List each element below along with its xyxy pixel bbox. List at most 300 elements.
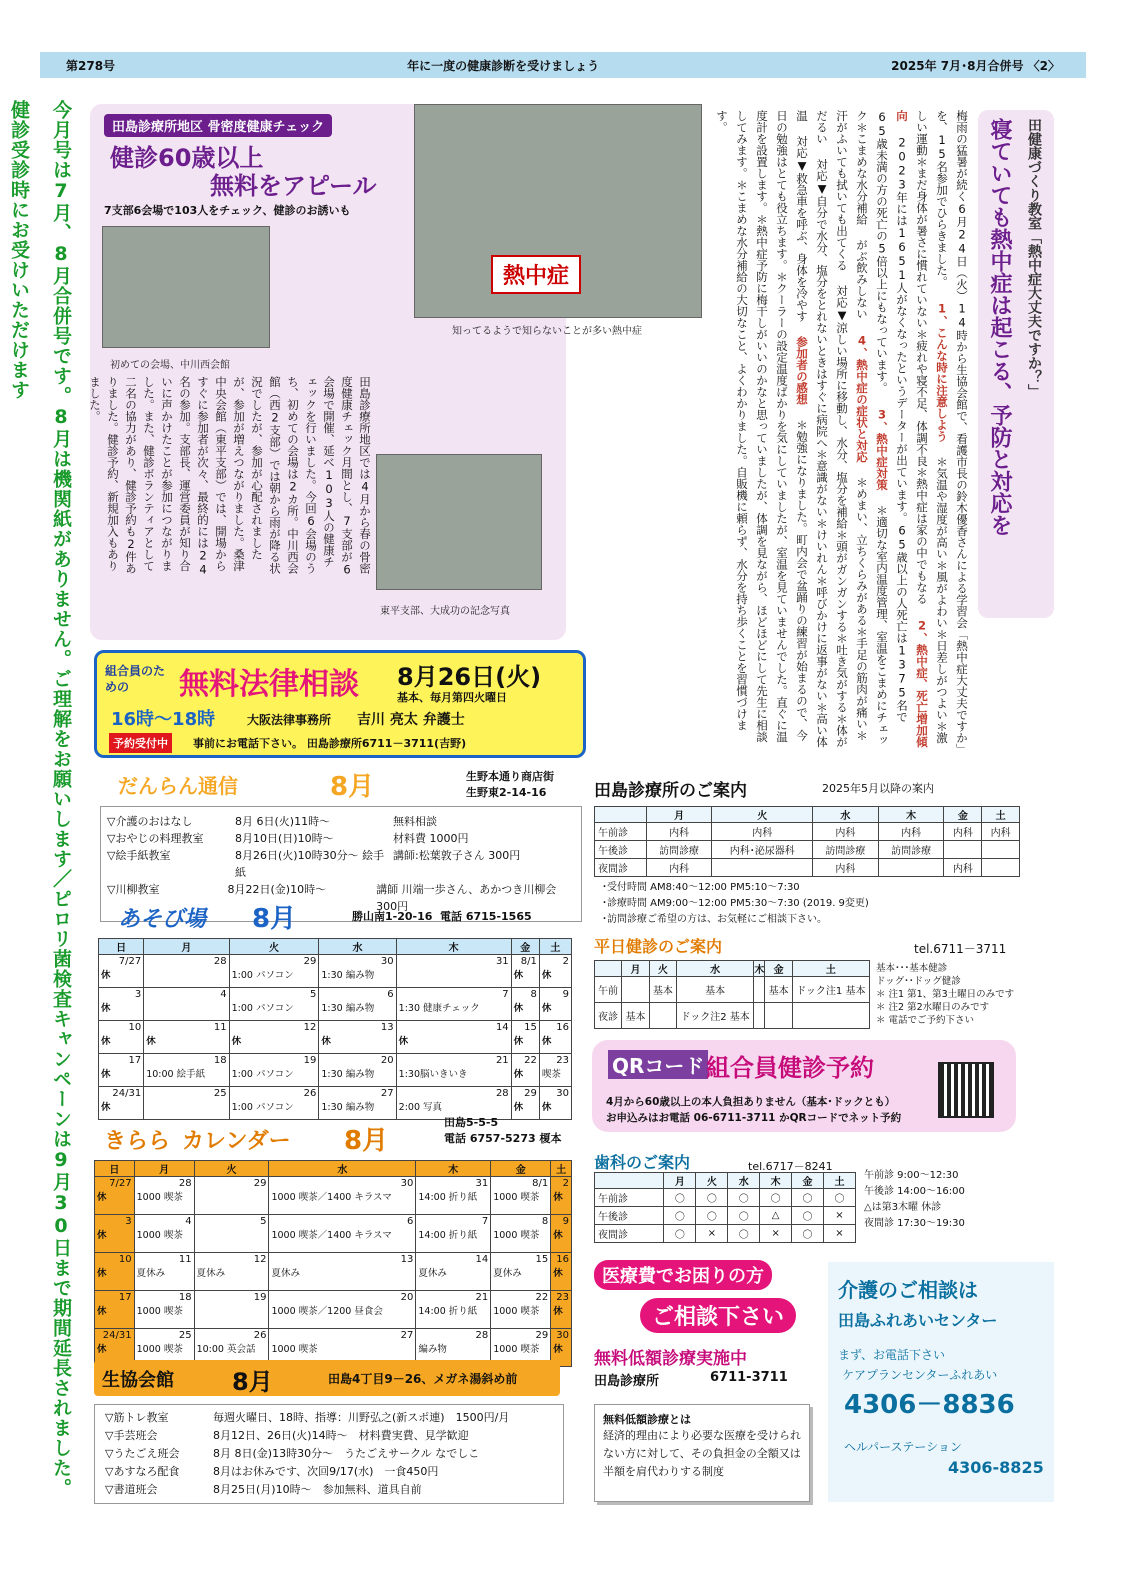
danran-cell: 講師 川端一歩さん、あかつき川柳会300円: [376, 883, 557, 913]
sidebar-notice: 今月号は7月、8月合併号です。8月は機関紙がありません。ご理解をお願いします／ピロリ菌検査キャンペーンは9月30日まで期間延長されました。健診受診時にお受けいただけます: [8, 100, 72, 1498]
legal-note: 基本、毎月第四火曜日: [397, 691, 507, 704]
schedule-day-header: 月: [622, 961, 649, 977]
qr-title1: QRコード: [608, 1050, 708, 1079]
calendar-date: 7/27: [118, 956, 142, 967]
medcost-title1: 医療費でお困りの方: [594, 1260, 772, 1290]
danran-cell: ▽介護のおはなし: [107, 815, 193, 828]
calendar-event: 休: [97, 1192, 107, 1203]
qr-title2: 組合員健診予約: [706, 1054, 874, 1082]
calendar-date: 28: [178, 1178, 192, 1189]
calendar-event: 休: [553, 1268, 563, 1279]
schedule-row-label: 午前診: [595, 823, 647, 841]
danran-title: だんらん通信: [118, 774, 238, 798]
kirara-calendar: [94, 1160, 572, 1367]
danran-addr2: 生野東2-14-16: [466, 786, 547, 799]
calendar-cell: [99, 988, 144, 1021]
calendar-cell: [491, 1215, 551, 1253]
calendar-cell: [99, 955, 144, 988]
calendar-cell: [144, 1087, 229, 1120]
schedule-cell: 訪問診療: [878, 841, 944, 859]
weekday-title: 平日健診のご案内: [594, 937, 723, 956]
schedule-cell: 訪問診療: [813, 841, 879, 859]
calendar-cell: [511, 1021, 539, 1054]
calendar-event: 1000 喫茶: [493, 1344, 540, 1355]
heat-s4-body: ＊めまい、立ちくらみがある＊手足の筋肉が痛い＊汗がふいても拭いても出てくる: [835, 110, 869, 741]
header-slogan: 年に一度の健康診断を受けましょう: [407, 58, 600, 73]
calendar-cell: [319, 1087, 396, 1120]
schedule-day-header: 金: [792, 1173, 824, 1189]
photo-nakagawa-caption: 初めての会場、中川西会館: [110, 360, 230, 371]
calendar-date: 3: [134, 989, 142, 1000]
calendar-cell: [396, 955, 511, 988]
medcost-clinic: 田島診療所: [594, 1374, 660, 1389]
schedule-cell: [982, 859, 1020, 877]
calendar-date: 18: [178, 1292, 192, 1303]
schedule-cell: ×: [824, 1207, 856, 1225]
calendar-cell: [269, 1253, 416, 1291]
calendar-cell: [396, 1054, 511, 1087]
schedule-day-header: 月: [664, 1173, 696, 1189]
seikyo-detail: 8月はお休みです、次回9/17(水) 一食450円: [213, 1465, 439, 1478]
schedule-cell: 〇: [824, 1189, 856, 1207]
calendar-day-header: 日: [99, 939, 144, 955]
calendar-cell: [134, 1215, 194, 1253]
calendar-date: 29: [535, 1330, 549, 1341]
calendar-event: 休: [231, 1036, 242, 1047]
calendar-date: 14: [495, 1022, 509, 1033]
weekday-note: ＊ 注1 第1、第3土曜日のみです: [876, 989, 1015, 1000]
calendar-event: 夏休み: [136, 1268, 166, 1279]
calendar-event: 休: [97, 1268, 107, 1279]
calendar-cell: [99, 1021, 144, 1054]
seikyo-detail: 8月25日(月)10時〜 参加無料、道具自前: [213, 1483, 422, 1496]
legal-lawyer: 吉川 亮太 弁護士: [357, 712, 465, 728]
calendar-date: 31: [475, 1178, 489, 1189]
calendar-event: 1:00 パソコン: [231, 1003, 294, 1014]
danran-section: [100, 764, 582, 913]
danran-cell: 8月10日(日)10時〜: [235, 832, 334, 845]
calendar-event: 1:30脳いきいき: [398, 1069, 468, 1080]
calendar-date: 27: [400, 1330, 414, 1341]
calendar-day-header: 土: [551, 1161, 572, 1177]
schedule-row: [595, 823, 1020, 841]
calendar-event: 休: [101, 1003, 111, 1014]
schedule-day-header: [595, 1173, 664, 1189]
calendar-cell: [319, 988, 396, 1021]
danran-cell: ▽おやじの料理教室: [107, 832, 204, 845]
schedule-row-label: 午後診: [595, 841, 647, 859]
calendar-event: 14:00 折り紙: [418, 1306, 478, 1317]
calendar-date: 11: [178, 1254, 192, 1265]
calendar-cell: [134, 1291, 194, 1329]
calendar-event: 2:00 写真: [398, 1102, 443, 1113]
medcost-title2: ご相談下さい: [640, 1298, 796, 1333]
calendar-event: 1000 喫茶: [136, 1230, 183, 1241]
schedule-day-header: 金: [765, 961, 792, 977]
calendar-cell: [396, 1021, 511, 1054]
calendar-date: 5: [309, 989, 317, 1000]
photo-higashihira: [376, 454, 542, 590]
calendar-event: 休: [97, 1230, 107, 1241]
clinic-title: 田島診療所のご案内: [594, 781, 747, 801]
issue-number: 第278号: [66, 58, 116, 73]
calendar-date: 2: [562, 1178, 569, 1189]
calendar-date: 6: [387, 989, 394, 1000]
schedule-cell: 基本: [622, 1003, 649, 1029]
calendar-week-row: [99, 955, 572, 988]
photo-heatstroke-sign: 熱中症: [491, 255, 581, 294]
danran-cell: 8月22日(金)10時〜: [227, 883, 327, 896]
medcost-info-box: [594, 1404, 810, 1502]
schedule-cell: 訪問診療: [646, 841, 712, 859]
calendar-header-row: [95, 1161, 572, 1177]
calendar-header-row: [99, 939, 572, 955]
calendar-cell: [539, 1021, 571, 1054]
dental-hours: [864, 1168, 965, 1232]
calendar-date: 16: [556, 1022, 569, 1033]
seikyo-item: ▽筋トレ教室: [105, 1411, 169, 1424]
dental-hour: 夜間診 17:30〜19:30: [864, 1218, 965, 1229]
schedule-cell: 内科: [646, 823, 712, 841]
schedule-cell: 内科: [982, 823, 1020, 841]
schedule-cell: 〇: [792, 1207, 824, 1225]
danran-addr1: 生野本通り商店街: [466, 770, 554, 783]
calendar-cell: [229, 1054, 319, 1087]
asobiba-addr: 勝山南1-20-16: [352, 910, 433, 923]
calendar-date: 25: [178, 1330, 192, 1341]
clinic-hours1: ･受付時間 AM8:40〜12:00 PM5:10〜7:30: [602, 882, 800, 893]
calendar-day-header: 火: [194, 1161, 269, 1177]
calendar-cell: [491, 1291, 551, 1329]
calendar-day-header: 水: [269, 1161, 416, 1177]
seikyo-row: [105, 1463, 553, 1481]
dental-tel: tel.6717－8241: [748, 1160, 833, 1173]
kaigo-center: 田島ふれあいセンター: [838, 1311, 998, 1330]
calendar-week-row: [95, 1291, 572, 1329]
legal-title: 無料法律相談: [179, 667, 359, 702]
calendar-date: 21: [475, 1292, 489, 1303]
calendar-week-row: [99, 988, 572, 1021]
heat-s1-items: ＊気温や湿度が高い＊風がよわい＊日差しがつよい＊激しい運動＊まだ身体が暑さに慣れていない＊疲れや寝不足、体調不良＊熱中症は家の中でもなる: [915, 110, 949, 744]
calendar-date: 3: [125, 1216, 132, 1227]
calendar-cell: [194, 1177, 269, 1215]
calendar-cell: [269, 1291, 416, 1329]
calendar-event: 1000 喫茶: [136, 1192, 183, 1203]
calendar-date: 28: [475, 1330, 489, 1341]
calendar-date: 15: [524, 1022, 537, 1033]
calendar-date: 8: [541, 1216, 549, 1227]
calendar-week-row: [99, 1087, 572, 1120]
schedule-row: [595, 841, 1020, 859]
asobiba-tel: 電話 6715-1565: [440, 910, 532, 923]
calendar-event: 1000 喫茶: [493, 1192, 540, 1203]
photo-higashihira-caption: 東平支部、大成功の記念写真: [380, 606, 510, 617]
schedule-cell: 基本: [765, 977, 792, 1003]
schedule-day-header: 水: [728, 1173, 760, 1189]
calendar-date: 31: [495, 956, 509, 967]
calendar-cell: [319, 1054, 396, 1087]
calendar-date: 23: [556, 1055, 569, 1066]
calendar-cell: [416, 1215, 491, 1253]
calendar-day-header: 金: [511, 939, 539, 955]
calendar-date: 19: [303, 1055, 317, 1066]
heat-s3-title: 3、熱中症対策: [875, 407, 889, 491]
calendar-event: 休: [101, 970, 111, 981]
calendar-event: 1000 喫茶／1200 昼食会: [271, 1306, 383, 1317]
seikyo-row: [105, 1427, 553, 1445]
calendar-event: 休: [97, 1306, 107, 1317]
calendar-event: 休: [553, 1344, 563, 1355]
calendar-event: 1000 喫茶: [271, 1344, 318, 1355]
calendar-date: 15: [535, 1254, 549, 1265]
calendar-date: 7: [502, 989, 509, 1000]
issue-date: 2025年 7月･8月合併号 〈2〉: [891, 58, 1060, 73]
calendar-cell: [491, 1253, 551, 1291]
schedule-cell: 〇: [728, 1207, 760, 1225]
danran-row: [107, 813, 575, 830]
kirara-title: きらら: [104, 1129, 171, 1154]
calendar-cell: [539, 1054, 571, 1087]
calendar-date: 25: [213, 1088, 227, 1099]
calendar-event: 1000 喫茶: [136, 1306, 183, 1317]
calendar-date: 26: [303, 1088, 317, 1099]
calendar-cell: [99, 1054, 144, 1087]
schedule-cell: [944, 841, 982, 859]
calendar-date: 14: [475, 1254, 489, 1265]
kaigo-title: 介護のご相談は: [838, 1278, 978, 1302]
seikyo-month: 8月: [232, 1368, 273, 1396]
heat-s6-title: 参加者の感想: [795, 336, 809, 405]
calendar-day-header: 木: [416, 1161, 491, 1177]
schedule-cell: 基本: [677, 977, 754, 1003]
seikyo-item: ▽あすなろ配食: [105, 1465, 180, 1478]
schedule-cell: 〇: [728, 1225, 760, 1243]
clinic-hours3: ･訪問診療ご希望の方は、お気軽にご相談下さい。: [602, 914, 827, 925]
schedule-day-header: [595, 961, 622, 977]
schedule-day-header: 月: [646, 807, 712, 823]
calendar-date: 24/31: [112, 1088, 142, 1099]
calendar-week-row: [95, 1177, 572, 1215]
legal-for: 組合員のための: [105, 664, 166, 694]
calendar-cell: [539, 955, 571, 988]
calendar-date: 27: [380, 1088, 394, 1099]
calendar-date: 29: [303, 956, 317, 967]
danran-cell: 無料相談: [393, 815, 437, 828]
photo-heatstroke-caption: 知ってるようで知らないことが多い熱中症: [452, 326, 642, 337]
checkup-headline1: 健診60歳以上: [110, 144, 264, 172]
calendar-day-header: 月: [134, 1161, 194, 1177]
schedule-cell: [878, 859, 944, 877]
calendar-cell: [194, 1291, 269, 1329]
calendar-day-header: 月: [144, 939, 229, 955]
calendar-cell: [269, 1177, 416, 1215]
calendar-cell: [319, 1021, 396, 1054]
calendar-cell: [194, 1215, 269, 1253]
schedule-row-label: 午後診: [595, 1207, 664, 1225]
calendar-event: 休: [101, 1036, 111, 1047]
calendar-date: 22: [524, 1055, 537, 1066]
schedule-cell: 〇: [792, 1189, 824, 1207]
calendar-event: 14:00 折り紙: [418, 1192, 478, 1203]
calendar-event: 1000 喫茶／1400 キラスマ: [271, 1230, 392, 1241]
dental-hour: 午後診 14:00〜16:00: [864, 1186, 965, 1197]
calendar-event: 喫茶: [541, 1069, 561, 1080]
seikyo-detail: 毎週火曜日、18時、指導：川野弘之(新スポ連) 1500円/月: [213, 1411, 510, 1424]
calendar-date: 5: [260, 1216, 267, 1227]
weekday-notes: [876, 962, 1054, 1027]
schedule-cell: [765, 1003, 792, 1029]
calendar-event: 10:00 絵手紙: [146, 1069, 206, 1080]
calendar-week-row: [95, 1253, 572, 1291]
schedule-cell: 内科: [712, 823, 813, 841]
danran-cell: ▽川柳教室: [107, 883, 160, 896]
schedule-day-header: 土: [982, 807, 1020, 823]
qr-code[interactable]: [938, 1062, 994, 1118]
heat-title-top: 田健康づくり教室「熱中症大丈夫ですか？」: [1026, 118, 1042, 398]
calendar-event: 14:00 折り紙: [418, 1230, 478, 1241]
seikyo-item: ▽書道班会: [105, 1483, 158, 1496]
danran-cell: 材料費 1000円: [393, 832, 469, 845]
calendar-date: 4: [220, 989, 227, 1000]
calendar-date: 2: [562, 956, 569, 967]
calendar-event: 1:30 編み物: [321, 1102, 375, 1113]
calendar-event: 休: [553, 1230, 563, 1241]
calendar-event: 休: [101, 1102, 111, 1113]
clinic-note: 2025年5月以降の案内: [822, 782, 934, 795]
calendar-date: 17: [128, 1055, 142, 1066]
calendar-event: 1000 喫茶: [136, 1344, 183, 1355]
calendar-event: 1:30 健康チェック: [398, 1003, 480, 1014]
calendar-event: 休: [541, 1003, 552, 1014]
legal-time: 16時〜18時: [111, 709, 216, 730]
calendar-event: 夏休み: [196, 1268, 226, 1279]
calendar-day-header: 水: [319, 939, 396, 955]
schedule-header-row: [595, 807, 1020, 823]
calendar-cell: [144, 955, 229, 988]
schedule-row-label: 夜診: [595, 1003, 622, 1029]
schedule-day-header: 土: [824, 1173, 856, 1189]
danran-row: [107, 847, 575, 881]
medcost-box-title: 無料低額診療とは: [603, 1413, 691, 1426]
calendar-date: 26: [253, 1330, 267, 1341]
asobiba-title: あそび場: [118, 907, 207, 932]
schedule-row-label: 午前診: [595, 1189, 664, 1207]
schedule-cell: 〇: [760, 1189, 792, 1207]
calendar-date: 10: [118, 1254, 132, 1265]
calendar-cell: [416, 1177, 491, 1215]
calendar-event: 休: [513, 1036, 524, 1047]
calendar-cell: [229, 988, 319, 1021]
calendar-date: 20: [400, 1292, 414, 1303]
kaigo-helper-tel: 4306-8825: [948, 1458, 1044, 1477]
calendar-cell: [95, 1253, 135, 1291]
heat-s2-body: 2023年には1651人がなくなったというデーターが出ています。65歳以上の人死亡は1375名で65歳未満の方の死亡の5倍以上にもなっています。: [875, 110, 909, 723]
heat-intro: 梅雨の猛暑が続く6月24日（火）14時から生協会館で、看護市長の鈴木優香さんによる学習会「熱中症大丈夫ですか」を、15名参加でひらきました。: [935, 110, 969, 750]
schedule-cell: ドック注1 基本: [792, 977, 869, 1003]
calendar-day-header: 土: [539, 939, 571, 955]
calendar-date: 13: [380, 1022, 394, 1033]
schedule-day-header: 火: [649, 961, 676, 977]
calendar-event: 休: [553, 1192, 563, 1203]
calendar-date: 17: [118, 1292, 132, 1303]
checkup-headline2: 無料をアピール: [210, 172, 377, 200]
schedule-row-label: 午前: [595, 977, 622, 1003]
calendar-cell: [551, 1177, 572, 1215]
calendar-cell: [511, 988, 539, 1021]
calendar-event: 休: [97, 1344, 107, 1355]
kaigo-care-tel: 4306－8836: [844, 1390, 1015, 1420]
schedule-day-header: 火: [712, 807, 813, 823]
weekday-note: 基本･･･基本健診: [876, 963, 948, 974]
seikyo-detail: 8月 8日(金)13時30分〜 うたごえサークル なでしこ: [213, 1447, 480, 1460]
schedule-cell: 〇: [664, 1225, 696, 1243]
calendar-cell: [396, 988, 511, 1021]
calendar-event: 休: [101, 1069, 111, 1080]
schedule-row: [595, 1003, 870, 1029]
legal-box: [94, 650, 586, 758]
kirara-title2: カレンダー: [182, 1129, 291, 1154]
calendar-date: 13: [400, 1254, 414, 1265]
calendar-event: 休: [513, 1003, 524, 1014]
calendar-event: 休: [513, 1102, 524, 1113]
calendar-cell: [194, 1253, 269, 1291]
calendar-event: 休: [321, 1036, 331, 1047]
schedule-cell: [754, 1003, 765, 1029]
kaigo-helper: ヘルパーステーション: [844, 1440, 962, 1454]
calendar-cell: [511, 1087, 539, 1120]
calendar-date: 30: [380, 956, 394, 967]
heat-body-area: [580, 110, 972, 750]
schedule-cell: 〇: [664, 1207, 696, 1225]
checkup-kicker: 田島診療所地区 骨密度健康チェック: [104, 114, 332, 137]
calendar-cell: [416, 1253, 491, 1291]
calendar-date: 30: [400, 1178, 414, 1189]
dental-title: 歯科のご案内: [594, 1153, 691, 1172]
legal-badge: 予約受付中: [109, 733, 172, 753]
schedule-row: [595, 977, 870, 1003]
schedule-cell: 内科: [813, 823, 879, 841]
schedule-row: [595, 859, 1020, 877]
calendar-day-header: 火: [229, 939, 319, 955]
schedule-row: [595, 1225, 856, 1243]
calendar-cell: [319, 955, 396, 988]
schedule-day-header: 木: [760, 1173, 792, 1189]
calendar-date: 29: [524, 1088, 537, 1099]
medcost-title3: 無料低額診療実施中: [594, 1349, 747, 1369]
calendar-event: 夏休み: [271, 1268, 300, 1279]
calendar-event: 休: [541, 1102, 552, 1113]
calendar-cell: [416, 1291, 491, 1329]
schedule-day-header: 土: [792, 961, 869, 977]
seikyo-row: [105, 1409, 553, 1427]
schedule-header-row: [595, 961, 870, 977]
seikyo-item: ▽手芸班会: [105, 1429, 158, 1442]
calendar-event: 休: [513, 970, 524, 981]
qr-line2: お申込みはお電話 06-6711-3711 かQRコードでネット予約: [606, 1112, 902, 1124]
schedule-day-header: 木: [754, 961, 765, 977]
calendar-cell: [144, 1021, 229, 1054]
schedule-cell: [712, 859, 813, 877]
calendar-date: 8/1: [520, 956, 537, 967]
schedule-row: [595, 1207, 856, 1225]
schedule-header-row: [595, 1173, 856, 1189]
schedule-cell: ドック注2 基本: [677, 1003, 754, 1029]
calendar-date: 18: [213, 1055, 227, 1066]
schedule-cell: [622, 977, 649, 1003]
seikyo-row: [105, 1481, 553, 1499]
calendar-cell: [144, 1054, 229, 1087]
calendar-event: 休: [541, 1036, 552, 1047]
